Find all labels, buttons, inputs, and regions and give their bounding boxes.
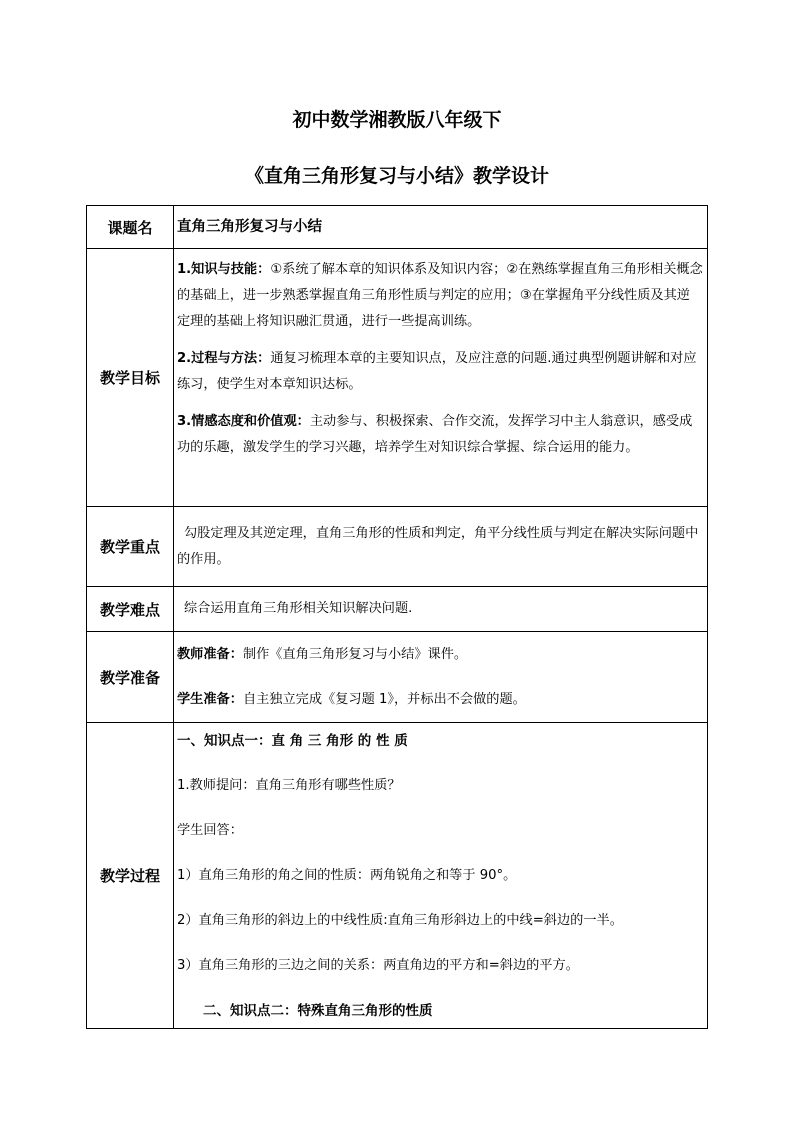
objective-head: 2.过程与方法： [177, 351, 271, 366]
lesson-plan-table [86, 205, 708, 1029]
row-process [87, 723, 708, 1029]
process-question: 1.教师提问：直角三角形有哪些性质？ [177, 778, 401, 793]
process-answer: 3）直角三角形的三边之间的关系：两直角边的平方和=斜边的平方。 [177, 958, 579, 973]
objective-text: 通复习梳理本章的主要知识点，及应注意的问题.通过典型例题讲解和对应练习，使学生对本章知识达标。 [177, 351, 697, 392]
value-difficulties: 综合运用直角三角形相关知识解决问题. [174, 587, 708, 632]
teacher-prep [177, 642, 703, 668]
process-answer: 1）直角三角形的角之间的性质：两角锐角之和等于 90°。 [177, 868, 517, 883]
value-key-points: 勾股定理及其逆定理，直角三角形的性质和判定，角平分线性质与判定在解决实际问题中的作用。 [174, 507, 708, 587]
objective-item [177, 409, 703, 461]
value-preparation [174, 632, 708, 723]
objective-head: 1.知识与技能： [177, 262, 271, 277]
value-process [174, 723, 708, 1029]
document-subtitle: 《直角三角形复习与小结》教学设计 [244, 165, 549, 187]
student-prep-head: 学生准备： [177, 691, 243, 707]
row-preparation [87, 632, 708, 723]
process-section-2: 二、知识点二：特殊直角三角形的性质 [203, 1003, 433, 1019]
label-topic: 课题名 [87, 206, 174, 249]
process-answer-label: 学生回答： [177, 823, 243, 838]
row-difficulties [87, 587, 708, 632]
objective-text: 主动参与、积极探索、合作交流，发挥学习中主人翁意识，感受成功的乐趣，激发学生的学习兴趣，培养学生对知识综合掌握、综合运用的能力。 [177, 414, 693, 455]
row-objectives [87, 249, 708, 507]
objective-item [177, 346, 703, 398]
row-topic [87, 206, 708, 249]
label-preparation: 教学准备 [87, 632, 174, 723]
process-answer: 2）直角三角形的斜边上的中线性质:直角三角形斜边上的中线=斜边的一半。 [177, 913, 623, 928]
objective-head: 3.情感态度和价值观： [177, 414, 310, 429]
label-difficulties: 教学难点 [87, 587, 174, 632]
process-section-1: 一、知识点一：直 角 三 角形 的 性 质 [177, 733, 408, 749]
teacher-prep-head: 教师准备： [177, 646, 243, 662]
teacher-prep-text: 制作《直角三角形复习与小结》课件。 [242, 646, 468, 662]
value-objectives [174, 249, 708, 507]
student-prep [177, 687, 703, 713]
row-key-points [87, 507, 708, 587]
objective-item [177, 257, 703, 335]
label-objectives: 教学目标 [87, 249, 174, 507]
label-process: 教学过程 [87, 723, 174, 1029]
student-prep-text: 自主独立完成《复习题 1》，并标出不会做的题。 [242, 691, 526, 707]
objective-text: ①系统了解本章的知识体系及知识内容；②在熟练掌握直角三角形相关概念的基础上，进一步熟悉掌握直角三角形性质与判定的应用；③在掌握角平分线性质及其逆定理的基础上将知识融汇贯通，进行一些提高训练。 [177, 262, 703, 329]
label-key-points: 教学重点 [87, 507, 174, 587]
value-topic: 直角三角形复习与小结 [174, 206, 708, 249]
document-title: 初中数学湘教版八年级下 [292, 109, 502, 131]
